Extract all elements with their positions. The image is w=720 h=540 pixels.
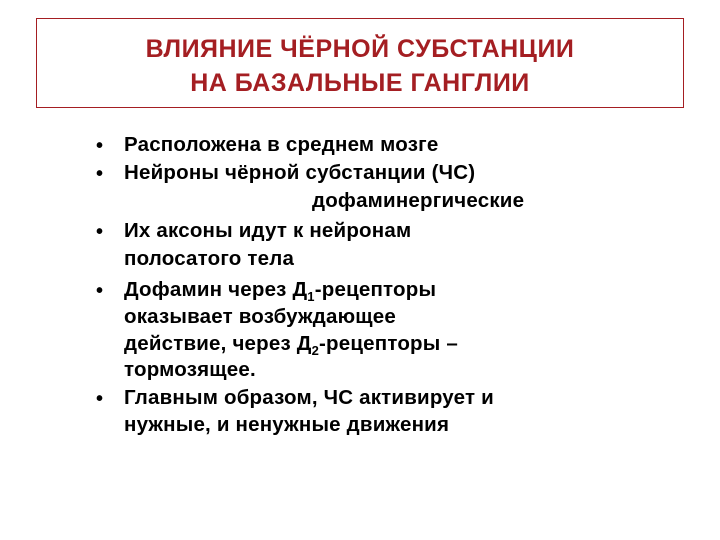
bullet-4-line-1-pre: Дофамин через Д [124,278,308,301]
bullet-2-line-1: Нейроны чёрной субстанции (ЧС) [124,161,476,184]
bullet-1-line-1: Расположена в среднем мозге [124,133,439,156]
bullet-4: • [96,280,104,302]
bullet-5-line-1: Главным образом, ЧС активирует и [124,386,494,409]
slide-title-line-1: ВЛИЯНИЕ ЧЁРНОЙ СУБСТАНЦИИ [145,35,575,63]
bullet-3-line-1: Их аксоны идут к нейронам [124,219,412,242]
bullet-2: • [96,163,104,185]
bullet-4-line-4: тормозящее. [124,358,256,381]
bullet-1: • [96,135,104,157]
bullet-4-line-3 [124,332,458,358]
bullet-4-line-1-post: -рецепторы [314,278,437,301]
bullet-4-line-3-pre: действие, через Д [124,332,312,355]
bullet-4-line-1 [124,278,437,304]
bullet-4-line-2: оказывает возбуждающее [124,305,396,328]
bullet-4-line-3-post: -рецепторы – [319,332,458,355]
bullet-3: • [96,221,104,243]
slide-title-line-2: НА БАЗАЛЬНЫЕ ГАНГЛИИ [190,69,530,97]
subscript-1: 1 [307,289,315,304]
subscript-2: 2 [311,343,320,358]
bullet-3-line-2: полосатого тела [124,247,295,270]
bullet-5: • [96,388,104,410]
bullet-5-line-2: нужные, и ненужные движения [124,413,450,436]
bullet-2-line-2: дофаминергические [312,189,525,212]
